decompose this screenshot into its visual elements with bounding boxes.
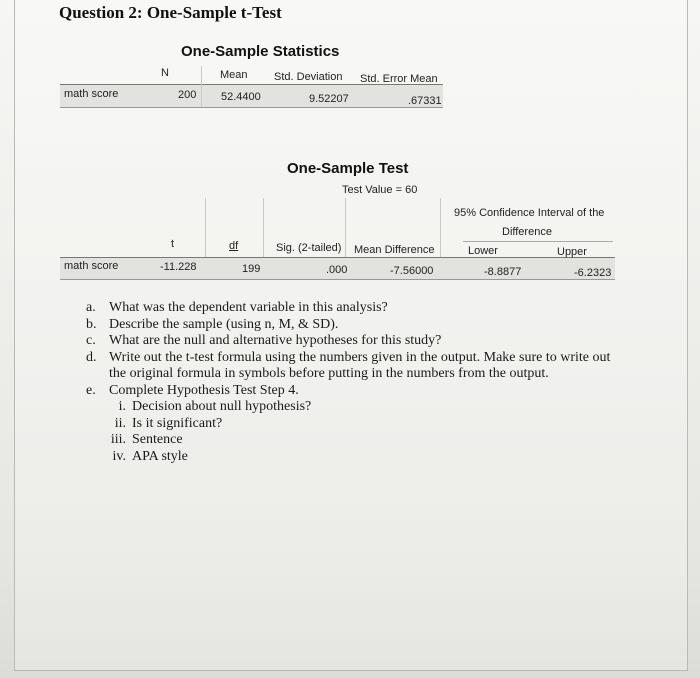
subquestion-text: Is it significant? [132,415,223,431]
subquestion-marker: ii. [114,415,126,431]
test-table-bottom-rule [60,279,615,280]
question-text: What are the null and alternative hypotheses for this study? [109,333,442,348]
test-table-title: One-Sample Test [287,160,409,177]
test-row-label: math score [64,260,119,272]
question-text: What was the dependent variable in this analysis? [109,300,388,315]
stats-table-bottom-rule [60,107,443,108]
test-value-upper: -6.2323 [574,267,612,279]
ci-header-rule [463,241,613,242]
subquestion-text: Decision about null hypothesis? [132,399,312,414]
subquestion-ii [82,416,622,433]
stats-header-n: N [161,67,169,79]
question-marker: c. [86,333,96,348]
test-value-df: 199 [242,263,261,275]
test-value-label: Test Value = 60 [342,184,418,196]
test-value-lower: -8.8877 [484,266,522,278]
question-d [82,350,622,383]
stats-value-mean: 52.4400 [221,91,261,103]
test-header-sig: Sig. (2-tailed) [276,242,342,254]
test-value-t: -11.228 [160,261,197,273]
question-marker: d. [86,349,97,365]
test-header-upper: Upper [557,246,587,258]
subquestion-iv [82,449,622,466]
stats-value-sd: 9.52207 [309,93,349,105]
question-marker: e. [86,382,96,398]
question-b [82,317,622,334]
question-text: Complete Hypothesis Test Step 4. [109,382,299,398]
test-value-mean-diff: -7.56000 [390,265,434,277]
question-marker: b. [86,316,97,332]
subquestion-text: Sentence [132,432,183,447]
test-header-t: t [171,238,175,250]
stats-header-se: Std. Error Mean [360,73,438,85]
subquestion-marker: iii. [110,432,126,447]
question-title: Question 2: One-Sample t-Test [59,3,282,22]
question-list [82,300,622,465]
subquestion-marker: i. [118,399,126,414]
stats-table-title: One-Sample Statistics [181,43,340,60]
question-text: Describe the sample (using n, M, & SD). [109,316,339,332]
test-value-sig: .000 [326,264,348,276]
test-header-mean-diff: Mean Difference [354,244,435,256]
stats-header-mean: Mean [220,69,248,81]
subquestion-iii [82,432,622,449]
stats-value-n: 200 [178,89,197,101]
question-a [82,300,622,317]
test-header-df: df [229,240,239,252]
question-marker: a. [86,300,96,315]
stats-row-label: math score [64,88,119,100]
ci-header-line1: 95% Confidence Interval of the [454,207,605,219]
question-c [82,333,622,350]
ci-header-line2: Difference [502,226,552,238]
stats-table-divider [201,66,202,107]
question-text: Write out the t-test formula using the numbers given in the output. Make sure to write out the original formula in symbols before putting in the numbers from the output. [109,349,611,381]
test-header-lower: Lower [468,245,498,257]
subquestion-i [82,399,622,416]
subquestion-text: APA style [132,448,188,464]
question-e [82,383,622,400]
subquestion-marker: iv. [112,448,126,464]
stats-value-se: .67331 [408,95,442,107]
stats-header-sd: Std. Deviation [274,71,343,83]
